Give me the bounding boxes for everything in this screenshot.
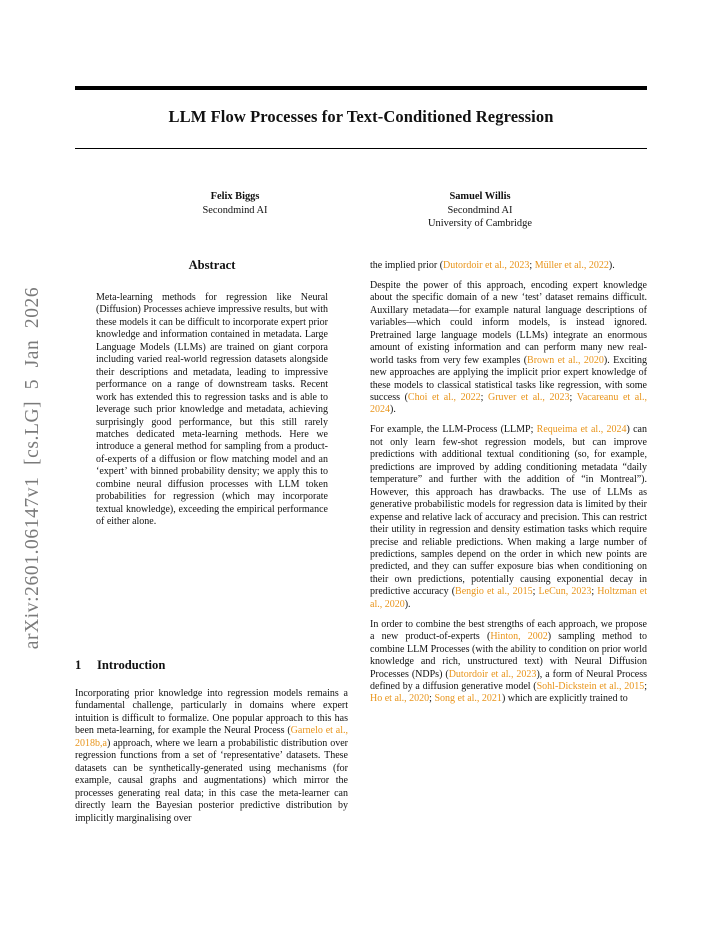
right-column-body xyxy=(370,260,647,713)
paragraph-text: In order to combine the best strengths of each approach, we propose a new product-of-experts ( xyxy=(370,618,647,643)
author-affiliation: Secondmind AI xyxy=(202,204,268,216)
citation-link[interactable]: Müller et al., 2022 xyxy=(534,260,609,271)
paragraph-text: For example, the LLM-Process (LLMP; xyxy=(370,424,537,436)
arxiv-stamp xyxy=(22,268,44,668)
citation-link[interactable]: Garnelo et al., 2018b,a xyxy=(75,725,349,749)
citation-link[interactable]: Choi et al., 2022 xyxy=(407,392,481,404)
citation-link[interactable]: Brown et al., 2020 xyxy=(527,354,604,366)
paragraph-text: ; xyxy=(569,392,577,404)
paragraph-text: ) which are explicitly trained to xyxy=(501,693,628,705)
author-affiliation: University of Cambridge xyxy=(428,218,532,229)
paragraph-text: ; xyxy=(591,586,598,598)
author-block-2 xyxy=(405,190,555,231)
citation-link[interactable]: Sohl-Dickstein et al., 2015 xyxy=(536,681,645,692)
paragraph xyxy=(75,688,348,825)
citation-link[interactable]: Dutordoir et al., 2023 xyxy=(448,668,537,680)
title-bottom-rule xyxy=(75,148,647,149)
section-title: Introduction xyxy=(97,658,166,672)
author-name: Samuel Willis xyxy=(449,191,511,202)
citation-link[interactable]: Ho et al., 2020 xyxy=(370,693,430,705)
citation-link[interactable]: Song et al., 2021 xyxy=(434,693,502,705)
paragraph-text: ; xyxy=(429,693,435,705)
paragraph xyxy=(370,280,647,417)
left-column-body xyxy=(75,688,348,825)
paragraph-text: ). xyxy=(404,598,411,610)
paragraph xyxy=(370,619,647,706)
paragraph-text: Incorporating prior knowledge into regression models remains a fundamental challenge, particularly in domains where expert intuition is difficult to formalize. One popular approach to this has been meta-learning, for example the Neural Process ( xyxy=(75,688,348,737)
author-block-1 xyxy=(160,190,310,217)
author-affiliation: Secondmind AI xyxy=(447,204,513,216)
citation-link[interactable]: Holtzman et al., 2020 xyxy=(370,586,648,610)
title-top-rule xyxy=(75,86,647,90)
abstract-text: Meta-learning methods for regression like Neural (Diffusion) Processes achieve impressive results, but with these models it can be difficult to incorporate expert prior knowledge and information contained in metadata. Large Language Models (LLMs) are trained on giant corpora including varied real-world regression datasets alongside their descriptions and metadata, leading to impressive performance on a range of downstream tasks. Recent work has extended this to regression tasks and is able to leverage such prior knowledge and metadata, achieving surprisingly good performance, but this still rarely matches dedicated meta-learning methods. Here we introduce a general method for sampling from a product-of-experts of a diffusion or flow matching model and an ‘expert’ with binned probability density; we apply this to combine neural diffusion processes with LLM token probabilities for regression (which may incorporate textual knowledge), exceeding the empirical performance of either alone. xyxy=(96,292,328,528)
paragraph-text: ; xyxy=(529,260,535,271)
paragraph-text: ). Exciting new approaches are applying the implicit prior expert knowledge of these models to classical statistical tasks like regression, with some success ( xyxy=(370,354,648,404)
citation-link[interactable]: Bengio et al., 2015 xyxy=(455,586,533,598)
section-heading xyxy=(75,658,165,673)
paragraph xyxy=(370,260,647,272)
paragraph-text: ) sampling method to combine LLM Processes (with the ability to condition on prior world knowledge and rich, unstructured text) with Neural Diffusion Processes (NDPs) ( xyxy=(370,631,647,680)
author-name: Felix Biggs xyxy=(210,191,260,202)
citation-link[interactable]: Vacareanu et al., 2024 xyxy=(370,392,647,416)
paragraph-text: ). xyxy=(608,260,615,271)
citation-link[interactable]: Requeima et al., 2024 xyxy=(536,424,627,436)
paragraph-text: ) can not only learn few-shot regression models, but can improve predictions with additional textual conditioning (so, for example, predictions are improved by adding conditioning metadata “daily temperature” and further with the addition of “in Montreal”). However, this approach has drawbacks. The use of LLMs as generative probabilistic models for regression data is limited by their expense and relative lack of accuracy and precision. This can restrict their utility in regression and density estimation tasks which require precise and reliable predictions. When making a large number of predictions, samples depend on the order in which new points are predicted, and they can suffer exposure bias when conditioning on their own predictions, potentially causing exponential decay in predictive accuracy ( xyxy=(370,424,647,598)
abstract-heading: Abstract xyxy=(188,258,236,272)
paragraph-text: ), a form of Neural Process defined by a diffusion generative model ( xyxy=(370,668,648,692)
paragraph-text: ; xyxy=(644,681,647,692)
paragraph-text: ) approach, where we learn a probabilistic distribution over regression functions from a set of ‘representative’ datasets. These datasets can be synthetically-generated using mechanisms (for example, causal graphs and augmentations) which mirror the processes generating real data; in this case the meta-learner can directly learn the Bayesian posterior predictive distribution by implicitly marginalising over xyxy=(75,737,348,824)
section-number: 1 xyxy=(75,658,82,672)
paragraph-text: ; xyxy=(480,392,488,404)
citation-link[interactable]: Dutordoir et al., 2023 xyxy=(443,260,530,271)
paragraph xyxy=(370,424,647,611)
citation-link[interactable]: LeCun, 2023 xyxy=(538,586,592,598)
paragraph-text: ; xyxy=(532,586,539,598)
paper-title: LLM Flow Processes for Text-Conditioned Regression xyxy=(168,107,554,126)
arxiv-id: arXiv:2601.06147v1 [cs.LG] 5 Jan 2026 xyxy=(22,286,43,650)
citation-link[interactable]: Gruver et al., 2023 xyxy=(487,392,570,404)
paragraph-text: Despite the power of this approach, encoding expert knowledge about the specific domain of a new ‘test’ dataset remains difficult. Auxillary metadata—for example natural language descriptions of variables—which could inform models, is instead ignored. Pretrained large language models (LLMs) integrate an enormous amount of existing information and can perform many new real-world tasks from very few examples ( xyxy=(370,279,647,366)
paragraph-text: the implied prior ( xyxy=(370,260,444,271)
paragraph-text: ). xyxy=(390,404,396,416)
citation-link[interactable]: Hinton, 2002 xyxy=(490,631,548,643)
